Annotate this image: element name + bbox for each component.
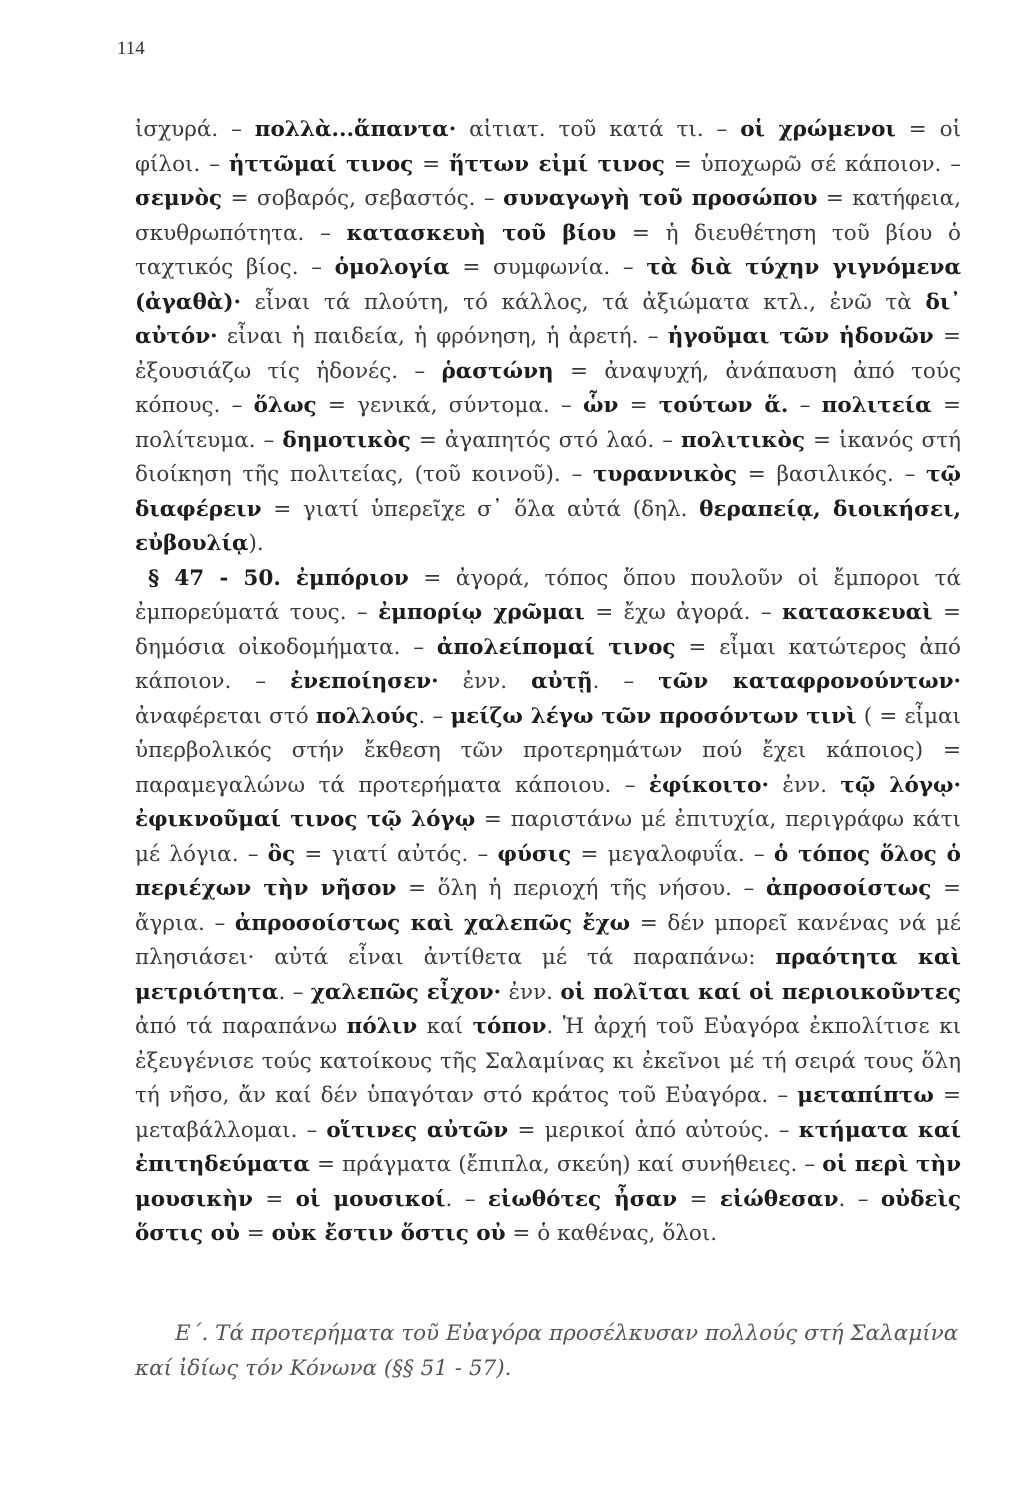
term: οὐκ ἔστιν ὅστις οὐ xyxy=(271,1221,506,1246)
gloss-text: = κατήφεια, σκυθρωπότητα. – xyxy=(135,186,961,246)
term: ἡττῶμαί τινος xyxy=(228,151,414,177)
term: συναγωγὴ τοῦ προσώπου xyxy=(503,186,818,211)
gloss-text: = δέν μπορεῖ κανένας νά μέ πλησιάσει· αὐτά εἶναι ἀντίθετα μέ τά παραπάνω: xyxy=(135,910,961,970)
gloss-text: = εἶμαι κατώτερος ἀπό κάποιον. – xyxy=(135,634,961,694)
term: κτήματα καί ἐπιτηδεύματα xyxy=(135,1117,961,1177)
term: πολιτικὸς xyxy=(681,427,805,453)
gloss-text: = ἱκανός στή διοίκηση τῆς πολιτείας, (τοῦ κοινοῦ). – xyxy=(135,427,961,487)
gloss-text: = ἄγρια. – xyxy=(135,876,961,936)
gloss-text: . – xyxy=(592,669,659,694)
gloss-text: αἰτιατ. τοῦ κατά τι. – xyxy=(456,117,741,142)
gloss-text: = ἡ διευθέτηση τοῦ βίου ὁ ταχτικός βίος. – xyxy=(135,220,961,280)
section-heading-text: Ε´. Τά προτερήματα τοῦ Εὐαγόρα προσέλκυσαν πολλούς στή Σαλαμίνα καί ἰδίως τόν Κόνωνα (§§ 51 - 57). xyxy=(135,1321,959,1381)
gloss-text: = πολίτευμα. – xyxy=(135,393,961,453)
term: εἰώθεσαν xyxy=(719,1186,839,1212)
term: πόλιν xyxy=(346,1014,418,1039)
term: μείζω λέγω τῶν προσόντων τινὶ xyxy=(450,703,857,729)
term: ἥττων εἰμί τινος xyxy=(449,151,665,177)
gloss-text: = γιατί αὐτός. – xyxy=(295,841,498,867)
term: πραότητα καὶ μετριότητα xyxy=(135,945,962,1005)
gloss-text: ἐνν. xyxy=(768,772,841,798)
term: ὧν xyxy=(582,393,619,418)
gloss-text: ἀναφέρεται στό xyxy=(135,703,316,729)
gloss-text: ἀπό τά παραπάνω xyxy=(135,1014,347,1039)
term: χαλεπῶς εἶχον· xyxy=(310,979,502,1005)
gloss-text: = ὅλη ἡ περιοχή τῆς νήσου. – xyxy=(396,876,766,901)
term: § 47 - 50. ἐμπόριον xyxy=(148,565,409,591)
term: ῥαστώνη xyxy=(441,358,554,384)
gloss-text: εἶναι ἡ παιδεία, ἡ φρόνηση, ἡ ἀρετή. – xyxy=(217,324,668,349)
gloss-text: = συμφωνία. – xyxy=(449,255,647,280)
gloss-text: = γιατί ὑπερεῖχε σ᾽ ὅλα αὐτά (δηλ. xyxy=(261,496,700,522)
term: φύσις xyxy=(497,841,572,867)
term: ἐνεποίησεν· xyxy=(290,669,439,694)
paragraph-2 xyxy=(135,562,961,1252)
gloss-text: = ἐξουσιάζω τίς ἡδονές. – xyxy=(135,324,961,384)
term: ὅλως xyxy=(253,393,317,418)
term: οἱ μουσικοί xyxy=(295,1186,446,1212)
term: πολιτεία xyxy=(821,393,932,418)
gloss-text: ἐνν. xyxy=(438,669,532,694)
term: δημοτικὸς xyxy=(282,427,411,453)
term: ἀπολείπομαί τινος xyxy=(436,634,676,660)
gloss-text: καί xyxy=(417,1014,473,1039)
term: οἱ χρώμενοι xyxy=(740,117,896,142)
term: ἀπροσοίστως καὶ χαλεπῶς ἔχω xyxy=(234,910,631,936)
gloss-text: – xyxy=(788,393,822,418)
gloss-text: = ὑποχωρῶ σέ κάποιον. – xyxy=(664,151,961,177)
gloss-text: = γενικά, σύντομα. – xyxy=(316,393,583,418)
term: δι᾽ αὐτόν· xyxy=(135,289,961,349)
gloss-text: = μεγαλοφυΐα. – xyxy=(571,841,774,867)
gloss-text: = οἱ φίλοι. – xyxy=(135,117,961,177)
section-heading xyxy=(135,1316,961,1386)
term: τῷ λόγῳ· xyxy=(840,772,961,798)
gloss-text: = μεταβάλλομαι. – xyxy=(135,1083,961,1143)
gloss-text: = δημόσια οἰκοδομήματα. – xyxy=(135,600,962,660)
term: μεταπίπτω xyxy=(797,1083,934,1108)
term: ὁ τόπος ὅλος ὁ περιέχων τὴν νῆσον xyxy=(135,841,961,901)
term: κατασκευὴ τοῦ βίου xyxy=(346,220,617,246)
gloss-text: ( = εἶμαι ὑπερβολικός στήν ἔκθεση τῶν προτερημάτων πού ἔχει κάποιος) = παραμεγαλώνω τά προτερήματα κάποιου. – xyxy=(135,703,961,798)
term: τῷ διαφέρειν xyxy=(135,462,961,522)
gloss-text: = βασιλικός. – xyxy=(737,462,927,487)
gloss-text: = xyxy=(618,393,659,418)
term: ἐμπορίῳ χρῶμαι xyxy=(378,600,585,625)
gloss-text: . – xyxy=(838,1186,881,1212)
gloss-text: . – xyxy=(418,703,451,729)
gloss-text: = xyxy=(252,1186,296,1212)
gloss-text: . – xyxy=(278,979,311,1005)
paragraph-1 xyxy=(135,113,961,562)
term: ὃς xyxy=(267,841,296,867)
gloss-text: = ἀγορά, τόπος ὅπου πουλοῦν οἱ ἔμποροι τά ἐμπορεύματά τους. – xyxy=(135,565,962,625)
term: οἱ πολῖται καί οἱ περιοικοῦντες xyxy=(560,979,961,1005)
gloss-text: . Ἡ ἀρχή τοῦ Εὐαγόρα ἐκπολίτισε κι ἐξευγένισε τούς κατοίκους τῆς Σαλαμίνας κι ἐκεῖνοι μέ τή σειρά τους ὅλη τή νῆσο, ἄν καί δέν ὑπαγόταν στό κράτος τοῦ Εὐαγόρα. – xyxy=(135,1014,961,1108)
page-number: 114 xyxy=(117,38,145,59)
gloss-text: = ἀγαπητός στό λαό. – xyxy=(410,427,681,453)
gloss-text: = σοβαρός, σεβαστός. – xyxy=(222,186,504,211)
term: εἰωθότες ἦσαν xyxy=(487,1186,678,1212)
commentary-body xyxy=(135,113,961,1252)
gloss-text: = ἔχω ἀγορά. – xyxy=(584,600,783,625)
gloss-text: . – xyxy=(445,1186,488,1212)
term: τῶν καταφρονούντων· xyxy=(658,669,961,694)
term: πολλὰ...ἅπαντα· xyxy=(254,117,457,142)
gloss-text: = πράγματα (ἔπιπλα, σκεύη) καί συνήθειες. – xyxy=(309,1152,823,1177)
gloss-text: = xyxy=(677,1186,720,1212)
gloss-text: = παριστάνω μέ ἐπιτυχία, περιγράφω κάτι μέ λόγια. – xyxy=(135,807,961,867)
term: κατασκευαὶ xyxy=(782,600,933,625)
term: θεραπείᾳ, διοικήσει, εὐβουλίᾳ xyxy=(135,496,961,556)
gloss-text: = μερικοί ἀπό αὐτούς. – xyxy=(508,1117,799,1143)
gloss-text: = ἀναψυχή, ἀνάπαυση ἀπό τούς κόπους. – xyxy=(135,358,961,418)
gloss-text: ἰσχυρά. – xyxy=(135,117,255,142)
term: ἀπροσοίστως xyxy=(765,876,932,901)
term: ἡγοῦμαι τῶν ἡδονῶν xyxy=(667,324,934,349)
gloss-text: = xyxy=(413,151,450,177)
term: ὁμολογία xyxy=(334,255,450,280)
gloss-text: ἐνν. xyxy=(501,979,561,1005)
term: πολλούς xyxy=(315,703,419,729)
term: ἐφικνοῦμαί τινος τῷ λόγῳ xyxy=(135,807,476,832)
gloss-text: = xyxy=(239,1221,272,1246)
term: αὐτῇ xyxy=(531,669,593,694)
term: οἵτινες αὐτῶν xyxy=(326,1117,509,1143)
term: τόπον xyxy=(472,1014,547,1039)
term: σεμνὸς xyxy=(135,186,223,211)
gloss-text: ). xyxy=(248,531,264,556)
term: οὐδεὶς ὅστις οὐ xyxy=(135,1186,961,1246)
gloss-text: = ὁ καθένας, ὅλοι. xyxy=(505,1221,718,1246)
gloss-text: εἶναι τά πλούτη, τό κάλλος, τά ἀξιώματα κτλ., ἐνῶ τὰ xyxy=(241,289,926,315)
term: τὰ διὰ τύχην γιγνόμενα (ἀγαθὰ)· xyxy=(135,255,962,315)
term: οἱ περὶ τὴν μουσικὴν xyxy=(135,1152,961,1212)
term: τυραννικὸς xyxy=(592,462,737,487)
term: ἐφίκοιτο· xyxy=(648,772,769,798)
term: τούτων ἅ. xyxy=(658,393,789,418)
